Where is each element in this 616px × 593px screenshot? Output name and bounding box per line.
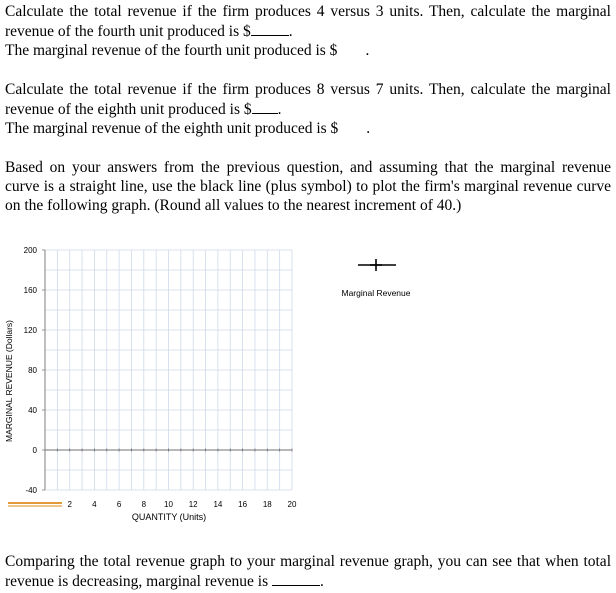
x-tick-label: 2 [67, 500, 72, 509]
question-4: Comparing the total revenue graph to your marginal revenue graph, you can see that when total revenue is decreasing, marginal revenue is . [5, 553, 611, 590]
chart-grid [45, 250, 292, 490]
y-tick-label: 40 [28, 406, 37, 415]
y-tick-label: 80 [28, 366, 37, 375]
question-1: Calculate the total revenue if the firm produces 4 versus 3 units. Then, calculate the marginal revenue of the fourth unit produced is $ . The marginal revenue of the fourth unit produced is $ . [5, 3, 611, 59]
y-tick-label: 120 [23, 326, 37, 335]
q1-answer-label: The marginal revenue of the fourth unit produced is $ [5, 42, 338, 59]
x-tick-label: 10 [164, 500, 173, 509]
x-tick-label: 6 [116, 500, 122, 509]
plus-icon[interactable] [370, 259, 382, 271]
y-tick-label: 160 [23, 286, 37, 295]
q3-text: Based on your answers from the previous question, and assuming that the marginal revenue curve is a straight line, use the black line (plus symbol) to plot the firm's marginal revenue curve on the following graph. (Round all values to the nearest increment of 40.) [5, 159, 611, 214]
plot-cursor-icon [8, 503, 62, 506]
q2-answer-label: The marginal revenue of the eighth unit produced is $ [5, 120, 339, 137]
x-tick-label: 4 [92, 500, 97, 509]
y-axis-ticks [24, 246, 45, 495]
x-tick-label: 18 [262, 500, 272, 509]
chart-legend[interactable] [342, 259, 411, 298]
x-tick-label: 16 [238, 500, 248, 509]
q2-prompt: Calculate the total revenue if the firm produces 8 versus 7 units. Then, calculate the marginal revenue of the eighth unit produced is $ [5, 81, 611, 118]
q4-text: Comparing the total revenue graph to your marginal revenue graph, you can see that when total revenue is decreasing, marginal revenue is [5, 553, 611, 590]
y-axis-label: MARGINAL REVENUE (Dollars) [4, 319, 14, 443]
x-axis-label: QUANTITY (Units) [131, 512, 207, 522]
x-tick-label: 12 [188, 500, 198, 509]
question-3 [5, 158, 611, 215]
q4-answer-blank[interactable] [272, 571, 320, 586]
x-tick-label: 14 [213, 500, 223, 509]
q1-answer-blank[interactable] [251, 21, 289, 36]
legend-label: Marginal Revenue [341, 288, 411, 298]
marginal-revenue-chart[interactable] [0, 238, 616, 538]
x-tick-label: 8 [141, 500, 147, 509]
question-2: Calculate the total revenue if the firm produces 8 versus 7 units. Then, calculate the marginal revenue of the eighth unit produced is $ . The marginal revenue of the eighth unit produced is $ . [5, 81, 611, 137]
q2-answer-blank[interactable] [252, 99, 278, 114]
y-tick-label: 200 [23, 246, 37, 255]
q1-prompt: Calculate the total revenue if the firm produces 4 versus 3 units. Then, calculate the marginal revenue of the fourth unit produced is $ [5, 3, 611, 40]
y-tick-label: 0 [32, 446, 37, 455]
x-tick-label: 20 [287, 500, 297, 509]
y-tick-label: -40 [25, 486, 37, 495]
x-axis-ticks [67, 500, 297, 509]
